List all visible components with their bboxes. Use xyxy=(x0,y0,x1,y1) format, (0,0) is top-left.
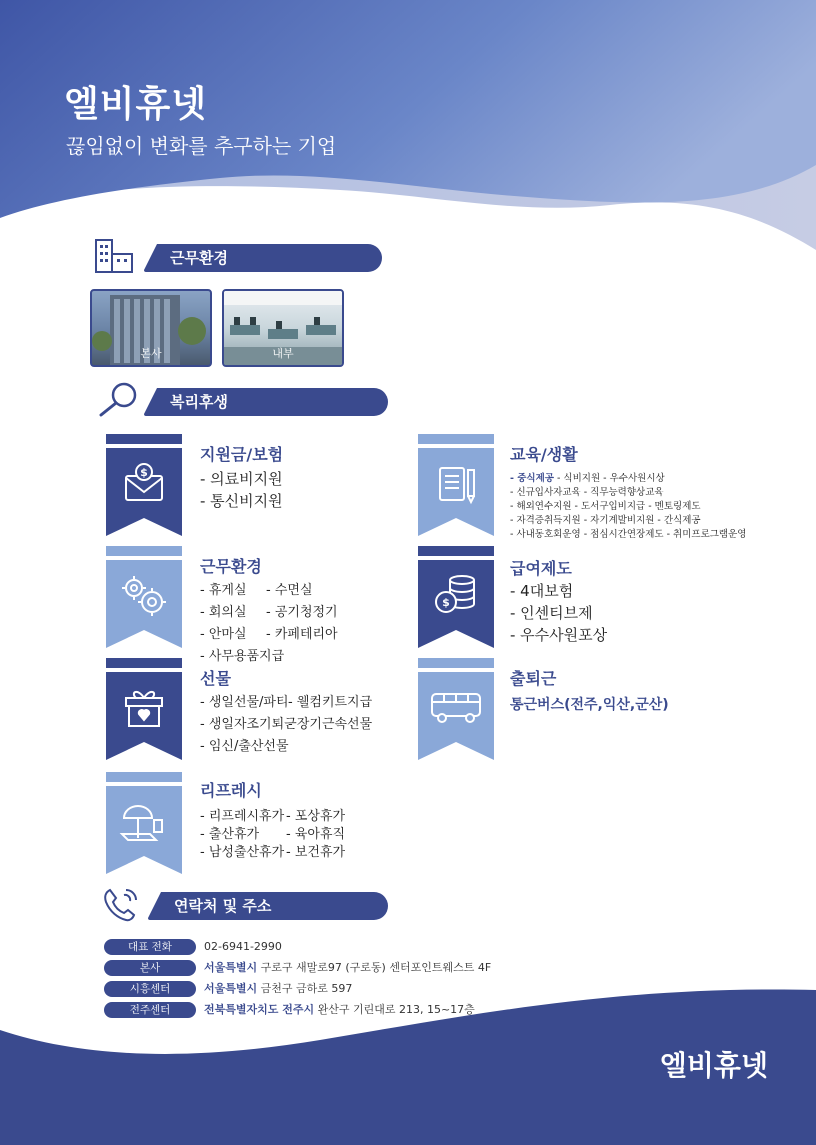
contact-row xyxy=(104,978,491,999)
list-item: - 사내동호회운영 - 점심시간연장제도 - 취미프로그램운영 xyxy=(510,529,747,540)
list-support xyxy=(200,468,283,512)
category-title-refresh: 리프레시 xyxy=(200,781,262,800)
list-item: - 신규입사자교육 - 직무능력향상교육 xyxy=(510,487,664,498)
category-title-commute: 출퇴근 xyxy=(510,669,557,688)
badge-gift xyxy=(106,658,182,760)
slogan: 끊임없이 변화를 추구하는 기업 xyxy=(66,134,337,158)
commute-text: 통근버스(전주,익산,군산) xyxy=(510,697,669,713)
category-title-education: 교육/생활 xyxy=(510,445,578,464)
list-item: - 안마실 xyxy=(200,627,247,642)
contact-row xyxy=(104,957,491,978)
brand-title: 엘비휴넷 xyxy=(64,84,208,125)
contact-label: 본사 xyxy=(104,960,196,976)
svg-text:$: $ xyxy=(442,596,450,609)
category-title-environment: 근무환경 xyxy=(200,557,262,576)
list-item: - 출산휴가 xyxy=(200,827,260,842)
list-refresh-col2 xyxy=(286,808,345,862)
badge-salary xyxy=(418,546,494,648)
photo-caption: 본사 xyxy=(140,347,162,360)
list-item: - 휴게실 xyxy=(200,583,247,598)
section-header-welfare: 복리후생 xyxy=(144,388,388,416)
list-item: - 보건휴가 xyxy=(286,845,346,860)
badge-education xyxy=(418,434,494,536)
category-title-support: 지원금/보험 xyxy=(200,445,284,464)
list-item: - 남성출산휴가 xyxy=(200,845,285,860)
contact-value: 전북특별자치도 전주시 완산구 기린대로 213, 15~17층 xyxy=(204,1002,475,1016)
list-item: - 4대보험 xyxy=(510,582,574,600)
contact-label: 대표 전화 xyxy=(104,939,196,955)
list-gift-col2 xyxy=(288,692,372,736)
list-item: - 카페테리아 xyxy=(266,627,338,642)
list-item: - 자격증취득지원 - 자기계발비지원 - 간식제공 xyxy=(510,515,701,526)
section-header-contact: 연락처 및 주소 xyxy=(148,892,388,920)
photo-caption: 내부 xyxy=(272,347,294,360)
list-item: - 의료비지원 xyxy=(200,470,283,488)
svg-text:$: $ xyxy=(140,466,148,479)
photo-headquarters xyxy=(90,289,212,367)
category-title-gift: 선물 xyxy=(200,669,231,688)
contact-value: 서울특별시 금천구 금하로 597 xyxy=(204,981,353,995)
list-item: - 중식제공 - 식비지원 - 우수사원시상 xyxy=(510,473,665,484)
list-item: - 장기근속선물 xyxy=(288,717,373,732)
contact-label: 전주센터 xyxy=(104,1002,196,1018)
section-header-work-env: 근무환경 xyxy=(144,244,382,272)
phone-icon xyxy=(100,884,142,924)
list-environment-col2 xyxy=(266,580,338,646)
photo-interior xyxy=(222,289,344,367)
list-item: - 통신비지원 xyxy=(200,492,283,510)
contact-value: 02-6941-2990 xyxy=(204,939,282,953)
list-item: - 회의실 xyxy=(200,605,247,620)
list-item: - 우수사원포상 xyxy=(510,626,608,644)
list-item: - 사무용품지급 xyxy=(200,649,285,664)
contact-label: 시흥센터 xyxy=(104,981,196,997)
list-education xyxy=(510,472,746,542)
list-item: - 리프레시휴가 xyxy=(200,809,285,824)
list-item: - 포상휴가 xyxy=(286,809,346,824)
contact-row xyxy=(104,936,491,957)
building-icon xyxy=(94,238,138,276)
contact-value: 서울특별시 구로구 새말로97 (구로동) 센터포인트웨스트 4F xyxy=(204,960,492,974)
magnifier-icon xyxy=(96,380,142,418)
list-item: - 해외연수지원 - 도서구입비지급 - 멘토링제도 xyxy=(510,501,701,512)
badge-support xyxy=(106,434,182,536)
list-item: - 육아휴직 xyxy=(286,827,346,842)
badge-refresh xyxy=(106,772,182,874)
badge-commute xyxy=(418,658,494,760)
list-item: - 임신/출산선물 xyxy=(200,739,289,754)
category-title-salary: 급여제도 xyxy=(510,559,572,578)
contact-row xyxy=(104,999,491,1020)
badge-environment xyxy=(106,546,182,648)
list-item: - 인센티브제 xyxy=(510,604,593,622)
list-item: - 생일자조기퇴근 xyxy=(200,717,297,732)
list-salary xyxy=(510,580,607,646)
list-item: - 공기청정기 xyxy=(266,605,338,620)
list-item: - 웰컴키트지급 xyxy=(288,695,373,710)
footer-brand: 엘비휴넷 xyxy=(659,1049,768,1082)
contact-list xyxy=(104,936,491,1020)
list-refresh-col1 xyxy=(200,808,284,862)
list-item: - 생일선물/파티 xyxy=(200,695,289,710)
list-gift-col1 xyxy=(200,692,297,758)
list-item: - 수면실 xyxy=(266,583,313,598)
